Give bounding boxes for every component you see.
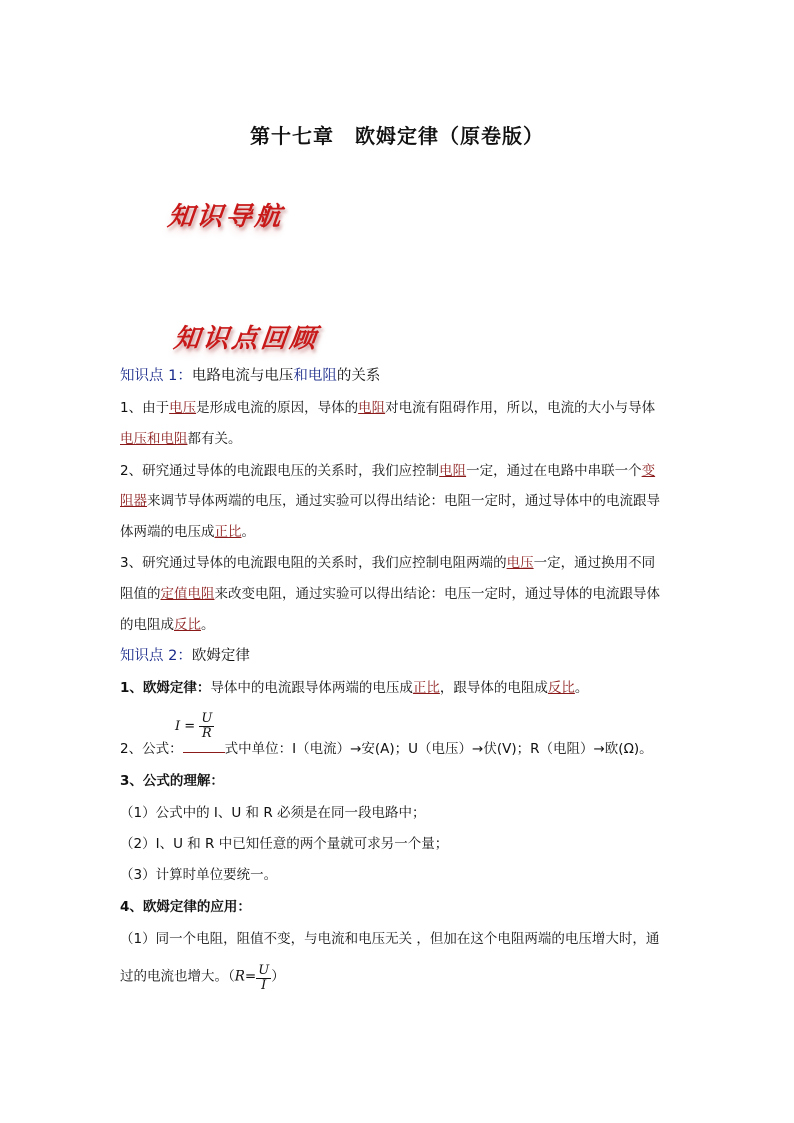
text: ）: [271, 968, 285, 985]
understanding-heading: 3、公式的理解：: [120, 773, 224, 789]
text: 2、公式：: [120, 741, 183, 757]
text: 一定，通过换用不同: [533, 555, 656, 571]
text: 来改变电阻，通过实验可以得出结论：电压一定时，通过导体的电流跟导体: [214, 586, 660, 602]
formula-denominator: I: [261, 978, 267, 993]
text: 对电流有阻碍作用，所以，电流的大小与导体: [385, 400, 656, 416]
underlined-term: 电阻: [358, 400, 386, 416]
text: ，跟导体的电阻成: [439, 680, 548, 696]
text: 都有关。: [187, 431, 242, 447]
kp1-title-d: 的关系: [336, 368, 381, 384]
paragraph-1-line-1: [120, 398, 680, 418]
kp1-title-a: 电路电流与电压: [191, 368, 294, 384]
kp1-label: 知识点 1：: [120, 368, 192, 384]
underlined-term: 定值电阻: [160, 586, 215, 602]
underlined-term: 反比: [174, 617, 201, 633]
kp1-title-b: 和: [293, 368, 308, 384]
text: 来调节导体两端的电压，通过实验可以得出结论：电阻一定时，通过导体中的电流跟导: [147, 493, 660, 509]
knowledge-point-1-heading: [120, 366, 680, 386]
paragraph-3-line-1: [120, 553, 680, 573]
text: 式中单位：I（电流）→安(A)；U（电压）→伏(V)；R（电阻）→欧(Ω)。: [224, 741, 653, 757]
underlined-term: 电阻: [439, 463, 467, 479]
underlined-term: 电压: [506, 555, 534, 571]
paragraph-1-line-2: [120, 429, 680, 449]
text: 。: [574, 680, 589, 696]
knowledge-point-2-heading: [120, 646, 680, 666]
application-item-1-line-2: [120, 962, 680, 991]
paragraph-3-line-2: [120, 584, 680, 604]
paragraph-2-line-3: [120, 522, 680, 542]
text: 1、欧姆定律：: [120, 680, 211, 696]
formula-lhs: I: [175, 719, 181, 734]
formula-lhs: R: [234, 968, 245, 985]
paragraph-2-line-1: [120, 461, 680, 481]
text: 3、研究通过导体的电流跟电阻的关系时，我们应控制电阻两端的: [120, 555, 507, 571]
formula-denominator: R: [201, 726, 212, 741]
text: 2、研究通过导体的电流跟电压的关系时，我们应控制: [120, 463, 440, 479]
underlined-term: 变: [641, 463, 656, 479]
kp1-title-c: 电阻: [307, 368, 337, 384]
ohm-law-definition: [120, 678, 680, 698]
text: 。: [201, 617, 215, 633]
formula-fraction: [199, 712, 214, 741]
formula-blank-underline: [183, 752, 225, 753]
text: 体两端的电压成: [120, 524, 215, 540]
underlined-term: 电压和电阻: [120, 431, 188, 447]
page-title: 第十七章 欧姆定律（原卷版）: [250, 124, 544, 148]
text: 阻值的: [120, 586, 161, 602]
understanding-item-1: （1）公式中的 I、U 和 R 必须是在同一段电路中；: [120, 805, 426, 821]
knowledge-navigation-art-heading: 知识导航: [166, 202, 286, 232]
text: 过的电流也增大。（: [120, 968, 235, 985]
underlined-term: 阻器: [120, 493, 147, 509]
paragraph-3-line-3: [120, 615, 680, 635]
formula-fraction: [256, 964, 271, 993]
underlined-term: 反比: [547, 680, 575, 696]
text: 导体中的电流跟导体两端的电压成: [210, 680, 413, 696]
underlined-term: 正比: [412, 680, 440, 696]
text: 一定，通过在电路中串联一个: [466, 463, 642, 479]
kp2-label: 知识点 2：: [120, 648, 192, 664]
formula-line: [120, 739, 680, 759]
formula-equals: =: [244, 968, 257, 985]
understanding-item-2: （2）I、U 和 R 中已知任意的两个量就可求另一个量；: [120, 836, 449, 852]
underlined-term: 电压: [169, 400, 197, 416]
understanding-item-3: （3）计算时单位要统一。: [120, 867, 278, 883]
text: 。: [241, 524, 255, 540]
underlined-term: 正比: [214, 524, 242, 540]
text: 的电阻成: [120, 617, 174, 633]
application-heading: 4、欧姆定律的应用：: [120, 899, 251, 915]
paragraph-2-line-2: [120, 491, 680, 511]
knowledge-review-art-heading: 知识点回顾: [172, 324, 321, 354]
formula-numerator: U: [258, 963, 270, 978]
ohm-formula-equation: [175, 712, 214, 741]
text: 1、由于: [120, 400, 170, 416]
kp2-title: 欧姆定律: [191, 648, 250, 664]
text: 是形成电流的原因，导体的: [196, 400, 359, 416]
formula-equals: =: [184, 719, 196, 734]
formula-numerator: U: [201, 711, 213, 726]
application-item-1-line-1: （1）同一个电阻，阻值不变，与电流和电压无关 ，但加在这个电阻两端的电压增大时，通: [120, 931, 660, 947]
